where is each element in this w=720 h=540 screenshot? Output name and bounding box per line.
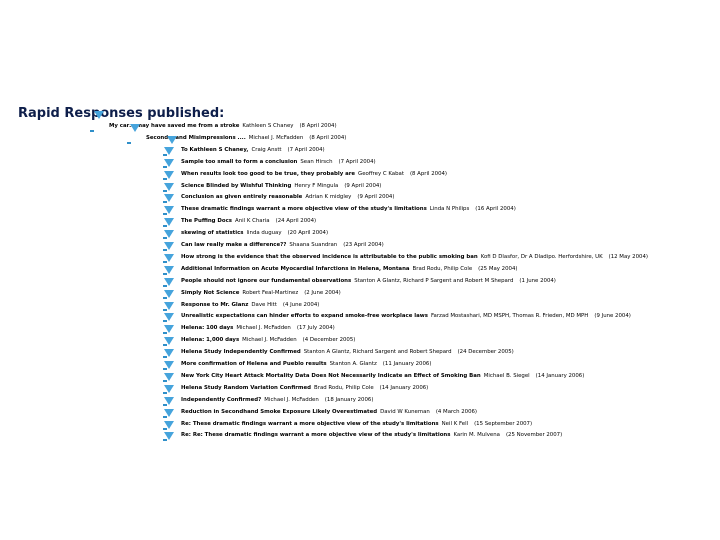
bullet-dash-icon [163,178,167,180]
response-date: (11 January 2006) [382,361,432,367]
response-title[interactable]: skewing of statistics [181,230,244,237]
response-authors: Karin M. Mulvena [453,432,500,439]
response-date: (7 April 2004) [338,158,376,165]
response-title[interactable]: My car… may have saved me from a stroke [109,123,240,129]
response-authors: Shaana Suandran [289,242,338,248]
response-date: (7 April 2004) [287,146,325,153]
response-title[interactable]: People should not ignore our fundamental observations [181,277,352,284]
response-date: (2 June 2004) [304,289,341,296]
bullet-dash-icon [163,309,167,311]
bullet-dash-icon [163,249,167,251]
response-item[interactable] [181,310,631,322]
response-date: (8 April 2004) [299,123,337,129]
response-item[interactable] [181,299,319,311]
response-date: (12 May 2004) [608,253,648,260]
response-authors: Craig Anstt [251,146,282,153]
bullet-dash-icon [163,392,167,394]
response-authors: Kathleen S Chaney [242,123,294,129]
response-title[interactable]: Additional Information on Acute Myocardial Infarctions in Helena, Montana [181,265,410,272]
bullet-dash-icon [163,237,167,239]
bullet-dash-icon [163,439,167,441]
response-item[interactable] [181,358,431,370]
bullet-dash-icon [163,190,167,192]
response-date: (25 November 2007) [505,432,563,439]
bullet-dash-icon [163,320,167,322]
response-title[interactable]: Helena: 1,000 days [181,337,240,344]
response-item[interactable] [181,406,477,418]
response-authors: Stanton A Glantz, Richard Sargent and Robert Shepard [303,349,452,356]
response-date: (1 June 2004) [519,277,556,284]
response-title[interactable]: Science Blinded by Wishful Thinking [181,182,292,189]
bullet-dash-icon [90,130,94,132]
response-authors: Stanton A Glantz, Richard P Sargent and Robert M Shepard [354,277,514,284]
response-authors: Adrian K midgley [305,194,352,201]
bullet-dash-icon [163,225,167,227]
response-date: (15 September 2007) [474,420,533,427]
response-item[interactable] [181,191,394,203]
response-authors: Stanton A. Glantz [329,361,377,367]
response-item[interactable] [181,251,648,263]
response-date: (17 July 2004) [296,325,335,332]
response-date: (24 December 2005) [457,349,514,356]
response-date: (14 January 2006) [379,384,429,391]
response-item[interactable] [181,215,316,227]
response-title[interactable]: To Kathleen S Chaney, [181,146,249,153]
response-date: (8 April 2004) [409,170,448,177]
response-item[interactable] [181,346,514,358]
response-item[interactable] [181,394,373,406]
response-authors: Geoffrey C Kabat [358,170,404,177]
bullet-dash-icon [163,201,167,203]
response-item[interactable] [181,227,328,239]
response-title[interactable]: Re: These dramatic findings warrant a more objective view of the study's limitations [181,420,439,427]
bullet-dash-icon [163,213,167,215]
response-item[interactable] [181,263,518,275]
response-authors: Michael B. Siegel [483,372,530,379]
response-date: (9 June 2004) [594,313,631,320]
response-item[interactable] [181,156,376,168]
response-date: (23 April 2004) [343,242,384,248]
response-title[interactable]: Helena Study Random Variation Confirmed [181,384,312,391]
response-item[interactable] [181,429,562,441]
response-authors: Anil K Charia [235,218,270,225]
response-date: (14 January 2006) [535,372,585,379]
response-authors: Michael J. McFadden [264,396,319,403]
response-authors: Brad Rodu, Philip Cole [314,384,374,391]
response-title[interactable]: Helena: 100 days [181,325,234,332]
bullet-dash-icon [163,166,167,168]
bullet-dash-icon [163,428,167,430]
bullet-dash-icon [163,297,167,299]
response-date: (4 June 2004) [282,301,320,308]
response-item[interactable] [181,370,584,382]
response-authors: Michael J. McFadden [242,337,297,344]
bullet-dash-icon [163,261,167,263]
response-item[interactable] [181,180,381,192]
response-item[interactable] [181,334,355,346]
response-title[interactable]: The Puffing Docs [181,218,233,225]
response-authors: linda duguay [246,230,282,237]
bullet-dash-icon [163,154,167,156]
response-date: (18 January 2006) [324,396,374,403]
response-title[interactable]: Response to Mr. Glanz [181,301,249,308]
response-title[interactable]: Sample too small to form a conclusion [181,158,298,165]
bullet-dash-icon [163,380,167,382]
response-date: (9 April 2004) [357,194,395,201]
response-title[interactable]: Re: Re: These dramatic findings warrant a more objective view of the study's limitations [181,432,451,439]
response-title[interactable]: Helena Study Independently Confirmed [181,349,301,356]
response-item[interactable] [181,144,325,156]
bullet-dash-icon [163,332,167,334]
expand-triangle-icon[interactable] [167,136,177,144]
response-date: (9 April 2004) [344,182,382,189]
response-title[interactable]: New York City Heart Attack Mortality Data Does Not Necessarily Indicate an Effect of Smoking Ban [181,372,481,379]
response-title[interactable]: Unrealistic expectations can hinder efforts to expand smoke-free workplace laws [181,313,428,320]
bullet-dash-icon [163,416,167,418]
bullet-dash-icon [127,142,131,144]
response-authors: Michael J. McFadden [236,325,291,332]
response-item[interactable] [109,120,337,132]
bullet-dash-icon [163,273,167,275]
bullet-dash-icon [163,368,167,370]
expand-triangle-icon[interactable] [130,124,140,132]
bullet-dash-icon [163,356,167,358]
response-item[interactable] [181,382,428,394]
response-title[interactable]: Can law really make a difference?? [181,242,287,248]
response-title[interactable]: How strong is the evidence that the observed incidence is attributable to the public smoking ban [181,253,478,260]
response-authors: Dave Hitt [251,301,277,308]
response-date: (16 April 2004) [475,206,516,213]
response-item[interactable] [181,203,516,215]
response-authors: Robert Feal-Martinez [242,289,299,296]
response-authors: Henry F Mingula [294,182,339,189]
response-title[interactable]: Second… and Misimpressions .... [146,134,246,141]
response-date: (4 December 2005) [302,337,356,344]
response-item[interactable] [181,168,447,180]
bullet-dash-icon [163,404,167,406]
response-authors: Farzad Mostashari, MD MSPH, Thomas R. Frieden, MD MPH [430,313,589,320]
response-title[interactable]: Conclusion as given entirely reasonable [181,194,303,201]
response-title[interactable]: Reduction in Secondhand Smoke Exposure Likely Overestimated [181,408,378,415]
response-authors: Brad Rodu, Philip Cole [412,265,473,272]
response-authors: Neil K Fell [441,420,469,427]
response-authors: Linda N Philips [429,206,470,213]
heading-expand-triangle-icon[interactable] [94,111,104,119]
response-item[interactable] [181,418,532,430]
response-title[interactable]: Independently Confirmed? [181,396,262,403]
response-date: (4 March 2006) [435,408,478,415]
response-item[interactable] [181,275,556,287]
bullet-dash-icon [163,285,167,287]
response-authors: David W Kuneman [380,408,430,415]
page-heading: Rapid Responses published: [18,106,225,121]
response-date: (24 April 2004) [275,218,317,225]
response-item[interactable] [181,322,335,334]
response-authors: Michael J. McFadden [248,134,304,141]
bullet-dash-icon [163,344,167,346]
response-date: (20 April 2004) [287,230,329,237]
response-item[interactable] [181,287,341,299]
response-title[interactable]: Simply Not Science [181,289,240,296]
response-item[interactable] [181,239,384,251]
response-title[interactable]: These dramatic findings warrant a more objective view of the study's limitations [181,206,427,213]
response-authors: Sean Hirsch [300,158,333,165]
response-authors: Kofi D Dlasfor, Dr A Dladipo. Herfordshire, UK [480,253,603,260]
response-title[interactable]: When results look too good to be true, they probably are [181,170,356,177]
response-title[interactable]: More confirmation of Helena and Pueblo results [181,361,327,367]
response-date: (8 April 2004) [309,134,347,141]
response-date: (25 May 2004) [478,265,518,272]
